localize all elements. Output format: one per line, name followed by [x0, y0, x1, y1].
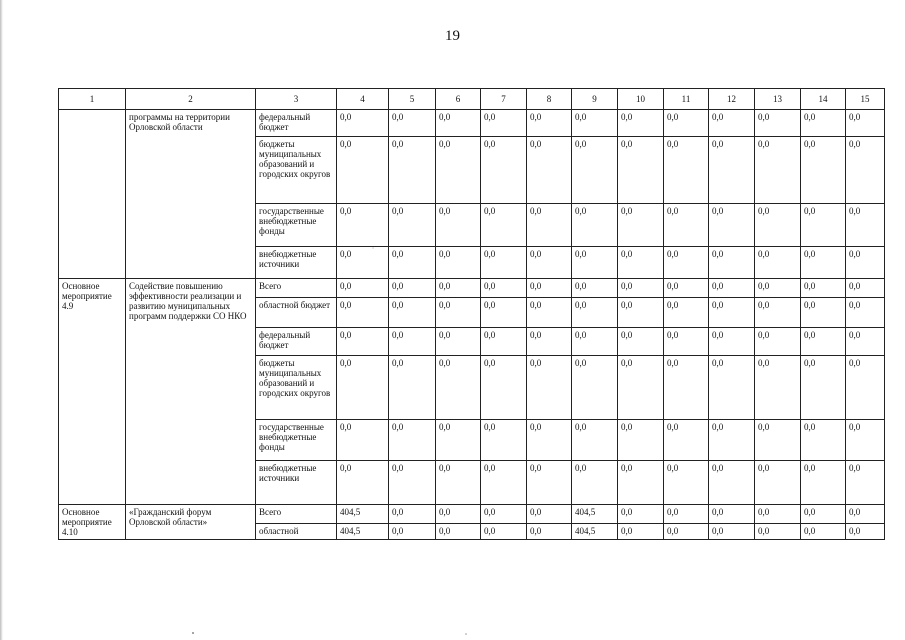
- value-cell: 0,0: [389, 505, 436, 524]
- value-cell: 0,0: [618, 137, 664, 204]
- value-cell: 0,0: [527, 328, 572, 356]
- value-cell: 0,0: [709, 461, 755, 505]
- value-cell: 0,0: [709, 328, 755, 356]
- value-cell: 0,0: [389, 110, 436, 137]
- value-cell: 0,0: [481, 505, 527, 524]
- value-cell: 0,0: [481, 110, 527, 137]
- value-cell: 0,0: [527, 279, 572, 298]
- value-cell: 0,0: [664, 279, 709, 298]
- value-cell: 0,0: [337, 137, 389, 204]
- description-cell: программы на территории Орловской области: [126, 110, 256, 279]
- value-cell: 0,0: [436, 328, 481, 356]
- value-cell: 0,0: [618, 204, 664, 247]
- value-cell: 0,0: [664, 247, 709, 279]
- value-cell: 0,0: [572, 279, 618, 298]
- value-cell: 0,0: [337, 461, 389, 505]
- source-cell: государственные внебюджетные фонды: [256, 204, 337, 247]
- value-cell: 0,0: [481, 247, 527, 279]
- value-cell: 0,0: [572, 137, 618, 204]
- value-cell: 0,0: [846, 247, 885, 279]
- value-cell: 0,0: [709, 110, 755, 137]
- value-cell: 0,0: [618, 420, 664, 461]
- column-header: 8: [527, 89, 572, 110]
- value-cell: 404,5: [337, 523, 389, 539]
- value-cell: 0,0: [389, 247, 436, 279]
- value-cell: 0,0: [337, 279, 389, 298]
- source-cell: внебюджетные источники: [256, 247, 337, 279]
- value-cell: 0,0: [389, 461, 436, 505]
- value-cell: 0,0: [527, 110, 572, 137]
- value-cell: 0,0: [436, 137, 481, 204]
- value-cell: 0,0: [436, 279, 481, 298]
- value-cell: 404,5: [572, 523, 618, 539]
- value-cell: 0,0: [846, 505, 885, 524]
- value-cell: 0,0: [618, 328, 664, 356]
- value-cell: 0,0: [801, 328, 846, 356]
- value-cell: 0,0: [337, 298, 389, 328]
- source-cell: Всего: [256, 279, 337, 298]
- column-header: 11: [664, 89, 709, 110]
- column-header: 4: [337, 89, 389, 110]
- value-cell: 0,0: [389, 523, 436, 539]
- value-cell: 0,0: [436, 204, 481, 247]
- value-cell: 0,0: [389, 298, 436, 328]
- table-row: [59, 505, 885, 524]
- value-cell: 0,0: [709, 204, 755, 247]
- source-cell: областной: [256, 523, 337, 539]
- column-header: 12: [709, 89, 755, 110]
- column-header: 2: [126, 89, 256, 110]
- value-cell: 0,0: [618, 461, 664, 505]
- value-cell: 0,0: [709, 505, 755, 524]
- value-cell: 0,0: [436, 461, 481, 505]
- value-cell: 0,0: [664, 505, 709, 524]
- value-cell: 0,0: [389, 420, 436, 461]
- value-cell: 0,0: [709, 523, 755, 539]
- table-body: [59, 110, 885, 540]
- source-cell: государственные внебюджетные фонды: [256, 420, 337, 461]
- value-cell: 0,0: [481, 356, 527, 420]
- value-cell: 0,0: [572, 110, 618, 137]
- value-cell: 0,0: [664, 298, 709, 328]
- column-header: 14: [801, 89, 846, 110]
- column-header: 5: [389, 89, 436, 110]
- scan-left-edge: [0, 0, 3, 640]
- value-cell: 0,0: [481, 328, 527, 356]
- value-cell: 0,0: [801, 420, 846, 461]
- value-cell: 0,0: [481, 523, 527, 539]
- value-cell: 0,0: [527, 204, 572, 247]
- value-cell: 0,0: [527, 420, 572, 461]
- value-cell: 0,0: [846, 279, 885, 298]
- value-cell: 0,0: [481, 461, 527, 505]
- value-cell: 0,0: [389, 279, 436, 298]
- budget-table: [58, 88, 885, 540]
- source-cell: бюджеты муниципальных образований и городских округов: [256, 356, 337, 420]
- value-cell: 0,0: [436, 298, 481, 328]
- value-cell: 0,0: [337, 328, 389, 356]
- value-cell: 0,0: [527, 137, 572, 204]
- value-cell: 0,0: [481, 279, 527, 298]
- event-cell: Основное мероприятие 4.10: [59, 505, 126, 540]
- value-cell: 0,0: [436, 523, 481, 539]
- value-cell: 0,0: [664, 356, 709, 420]
- column-header: 9: [572, 89, 618, 110]
- value-cell: 0,0: [389, 328, 436, 356]
- value-cell: 404,5: [337, 505, 389, 524]
- value-cell: 0,0: [801, 298, 846, 328]
- column-header: 1: [59, 89, 126, 110]
- value-cell: 0,0: [846, 461, 885, 505]
- source-cell: внебюджетные источники: [256, 461, 337, 505]
- value-cell: 0,0: [337, 110, 389, 137]
- value-cell: 0,0: [801, 461, 846, 505]
- value-cell: 0,0: [755, 356, 801, 420]
- value-cell: 0,0: [755, 523, 801, 539]
- value-cell: 0,0: [755, 137, 801, 204]
- value-cell: 0,0: [481, 137, 527, 204]
- value-cell: 0,0: [755, 461, 801, 505]
- value-cell: 0,0: [801, 247, 846, 279]
- value-cell: 0,0: [664, 204, 709, 247]
- description-cell: «Гражданский форум Орловской области»: [126, 505, 256, 540]
- header-row: [59, 89, 885, 110]
- value-cell: 0,0: [436, 247, 481, 279]
- value-cell: 0,0: [337, 356, 389, 420]
- source-cell: бюджеты муниципальных образований и городских округов: [256, 137, 337, 204]
- value-cell: 0,0: [618, 298, 664, 328]
- table-row: [59, 110, 885, 137]
- value-cell: 0,0: [527, 523, 572, 539]
- value-cell: 0,0: [801, 505, 846, 524]
- value-cell: 0,0: [709, 420, 755, 461]
- value-cell: 0,0: [572, 328, 618, 356]
- value-cell: 0,0: [572, 247, 618, 279]
- value-cell: 0,0: [618, 505, 664, 524]
- value-cell: 0,0: [618, 247, 664, 279]
- value-cell: 0,0: [755, 110, 801, 137]
- value-cell: 0,0: [618, 279, 664, 298]
- value-cell: 0,0: [664, 328, 709, 356]
- value-cell: 0,0: [801, 110, 846, 137]
- value-cell: 0,0: [801, 204, 846, 247]
- value-cell: 0,0: [527, 505, 572, 524]
- value-cell: 0,0: [846, 137, 885, 204]
- value-cell: 0,0: [618, 356, 664, 420]
- value-cell: 0,0: [436, 356, 481, 420]
- value-cell: 0,0: [389, 356, 436, 420]
- value-cell: 0,0: [436, 505, 481, 524]
- value-cell: 0,0: [572, 204, 618, 247]
- event-cell: Основное мероприятие 4.9: [59, 279, 126, 505]
- column-header: 7: [481, 89, 527, 110]
- column-header: 10: [618, 89, 664, 110]
- source-cell: Всего: [256, 505, 337, 524]
- value-cell: 0,0: [436, 110, 481, 137]
- event-cell: [59, 110, 126, 279]
- value-cell: 0,0: [755, 420, 801, 461]
- value-cell: 0,0: [846, 420, 885, 461]
- value-cell: 0,0: [755, 279, 801, 298]
- value-cell: 0,0: [572, 356, 618, 420]
- column-header: 3: [256, 89, 337, 110]
- column-header: 15: [846, 89, 885, 110]
- value-cell: 0,0: [664, 110, 709, 137]
- value-cell: 0,0: [846, 328, 885, 356]
- page-number: 19: [445, 28, 460, 44]
- value-cell: 404,5: [572, 505, 618, 524]
- value-cell: 0,0: [755, 505, 801, 524]
- table-row: [59, 279, 885, 298]
- value-cell: 0,0: [846, 356, 885, 420]
- value-cell: 0,0: [846, 523, 885, 539]
- value-cell: 0,0: [709, 279, 755, 298]
- value-cell: 0,0: [755, 247, 801, 279]
- value-cell: 0,0: [709, 356, 755, 420]
- value-cell: 0,0: [481, 420, 527, 461]
- value-cell: 0,0: [709, 298, 755, 328]
- value-cell: 0,0: [709, 247, 755, 279]
- value-cell: 0,0: [337, 204, 389, 247]
- value-cell: 0,0: [664, 137, 709, 204]
- value-cell: 0,0: [481, 204, 527, 247]
- value-cell: 0,0: [618, 523, 664, 539]
- value-cell: 0,0: [572, 298, 618, 328]
- value-cell: 0,0: [389, 204, 436, 247]
- value-cell: 0,0: [618, 110, 664, 137]
- value-cell: 0,0: [337, 247, 389, 279]
- value-cell: 0,0: [755, 328, 801, 356]
- value-cell: 0,0: [664, 420, 709, 461]
- value-cell: 0,0: [801, 279, 846, 298]
- value-cell: 0,0: [709, 137, 755, 204]
- value-cell: 0,0: [846, 204, 885, 247]
- source-cell: областной бюджет: [256, 298, 337, 328]
- source-cell: федеральный бюджет: [256, 328, 337, 356]
- value-cell: 0,0: [801, 137, 846, 204]
- value-cell: 0,0: [755, 204, 801, 247]
- column-header: 6: [436, 89, 481, 110]
- value-cell: 0,0: [527, 356, 572, 420]
- value-cell: 0,0: [527, 298, 572, 328]
- value-cell: 0,0: [846, 110, 885, 137]
- description-cell: Содействие повышению эффективности реализации и развитию муниципальных программ поддержки СО НКО: [126, 279, 256, 505]
- value-cell: 0,0: [481, 298, 527, 328]
- value-cell: 0,0: [664, 461, 709, 505]
- value-cell: 0,0: [664, 523, 709, 539]
- value-cell: 0,0: [337, 420, 389, 461]
- source-cell: федеральный бюджет: [256, 110, 337, 137]
- column-header: 13: [755, 89, 801, 110]
- value-cell: 0,0: [527, 461, 572, 505]
- value-cell: 0,0: [527, 247, 572, 279]
- value-cell: 0,0: [801, 356, 846, 420]
- value-cell: 0,0: [755, 298, 801, 328]
- value-cell: 0,0: [846, 298, 885, 328]
- value-cell: 0,0: [389, 137, 436, 204]
- value-cell: 0,0: [801, 523, 846, 539]
- value-cell: 0,0: [436, 420, 481, 461]
- value-cell: 0,0: [572, 420, 618, 461]
- value-cell: 0,0: [572, 461, 618, 505]
